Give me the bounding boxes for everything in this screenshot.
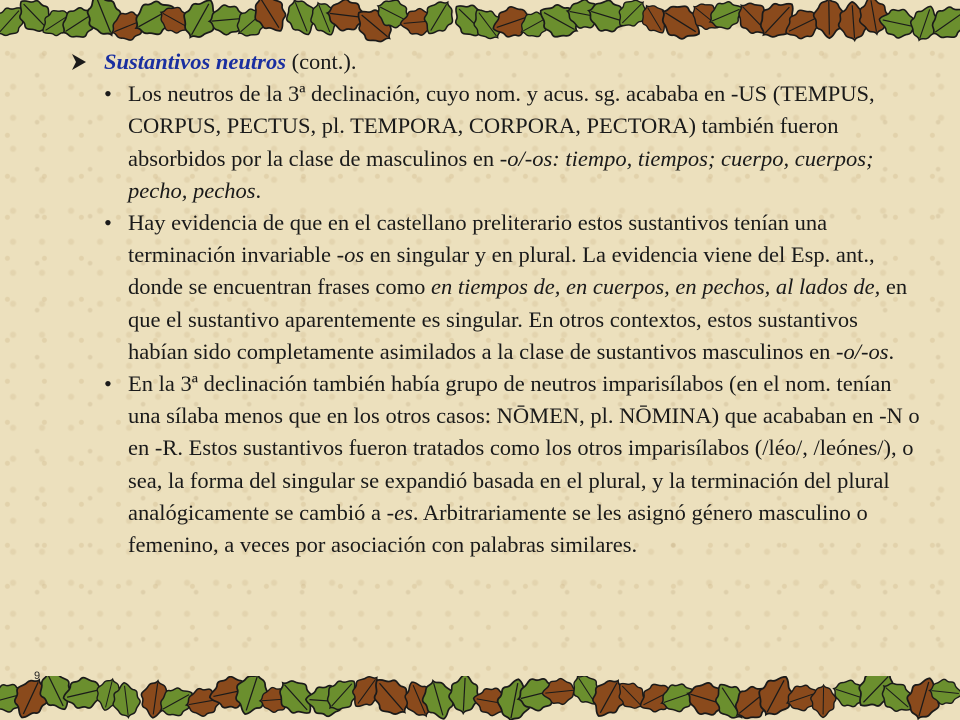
bullet-item [104,207,920,368]
bullet-dot: • [104,210,112,236]
top-leaf-border [0,0,960,44]
bullet-text: Los neutros de la 3ª declinación, cuyo nom. y acus. sg. acababa en -US (TEMPUS, CORPUS, PECTUS, pl. TEMPORA, CORPORA, PECTORA) también fueron absorbidos por la clase de masculinos en -o/-os: tiempo, tiempos; cuerpo, cuerpos; pecho, pechos. [128,81,875,203]
bullet-item [104,368,920,561]
bullet-text: Hay evidencia de que en el castellano preliterario estos sustantivos tenían una terminación invariable -os en singular y en plural. La evidencia viene del Esp. ant., donde se encuentran frases como en tiempos de, en cuerpos, en pechos, al lados de, en que el sustantivo aparentemente es singular. En otros contextos, estos sustantivos habían sido completamente asimilados a la clase de sustantivos masculinos en -o/-os. [128,210,908,364]
bullet-dot: • [104,371,112,397]
oak-leaf-border-icon [0,0,960,44]
slide-content [70,46,920,561]
heading-title: Sustantivos neutros [104,49,286,74]
bullet-text: En la 3ª declinación también había grupo de neutros imparisílabos (en el nom. tenían una sílaba menos que en los otros casos: NŌMEN, pl. NŌMINA) que acababan en -N o en -R. Estos sustantivos fueron tratados como los otros imparisílabos (/léo/, /leónes/), o sea, la forma del singular se expandió basada en el plural, y la terminación del plural analógicamente se cambió a -es. Arbitrariamente se les asignó género masculino o femenino, a veces por asociación con palabras similares. [128,371,920,558]
bullet-dot: • [104,81,112,107]
page-number: 9 [34,670,41,682]
bottom-leaf-border [0,676,960,720]
bullet-item [104,78,920,207]
heading-suffix: (cont.). [291,49,357,74]
section-heading [70,46,920,78]
arrow-bullet-icon [70,46,104,78]
oak-leaf-border-icon [0,676,960,720]
